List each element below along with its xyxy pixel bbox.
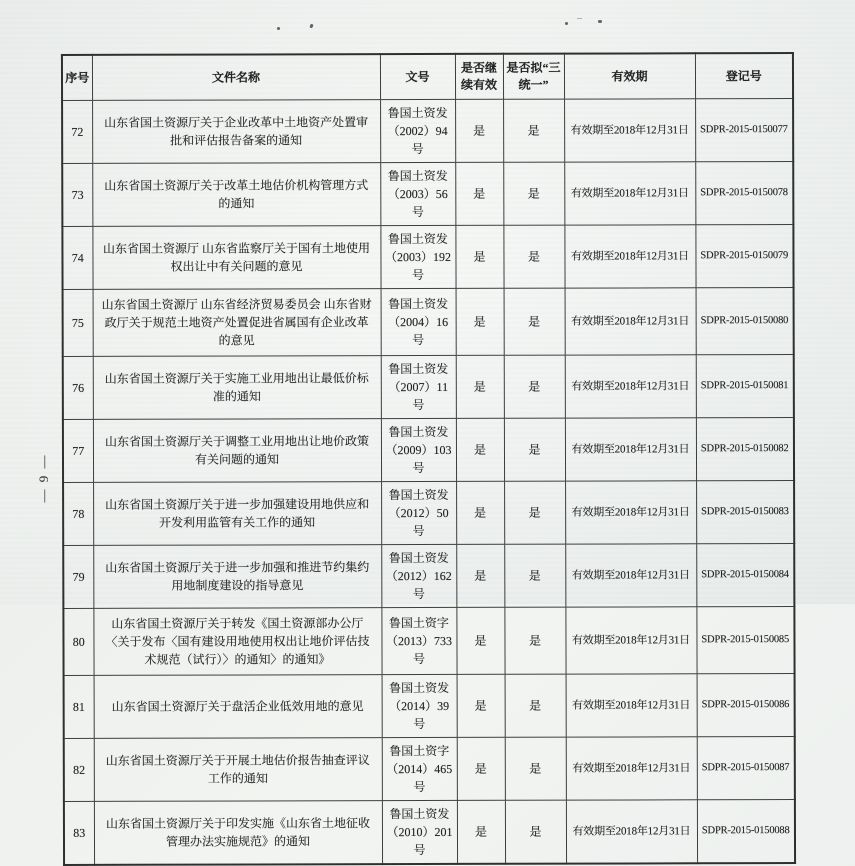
cell-file-name: 山东省国土资源厅关于开展土地估价报告抽查评议工作的通知 xyxy=(94,738,382,802)
cell-file-name: 山东省国土资源厅关于进一步加强建设用地供应和开发利用监管有关工作的通知 xyxy=(93,482,381,546)
cell-doc-number: 鲁国土资发（2012）50号 xyxy=(381,481,456,544)
table-row xyxy=(63,607,794,676)
table-row xyxy=(63,355,794,420)
cell-validity-period: 有效期至2018年12月31日 xyxy=(564,162,695,225)
cell-registration-number: SDPR-2015-0150084 xyxy=(696,544,794,607)
cell-file-name: 山东省国土资源厅关于实施工业用地出让最低价标准的通知 xyxy=(93,356,381,420)
cell-three-unify: 是 xyxy=(505,800,566,864)
cell-three-unify: 是 xyxy=(504,418,565,481)
cell-still-valid: 是 xyxy=(455,162,503,225)
cell-file-name: 山东省国土资源厅关于调整工业用地出让地价政策有关问题的通知 xyxy=(93,419,381,483)
cell-still-valid: 是 xyxy=(456,355,504,418)
cell-registration-number: SDPR-2015-0150080 xyxy=(696,288,794,355)
cell-three-unify: 是 xyxy=(504,481,565,544)
scan-speck-icon xyxy=(577,18,582,19)
cell-three-unify: 是 xyxy=(503,225,564,288)
cell-serial-number: 75 xyxy=(63,289,93,356)
cell-validity-period: 有效期至2018年12月31日 xyxy=(565,544,696,607)
cell-serial-number: 78 xyxy=(63,482,93,545)
cell-doc-number: 鲁国土资发（2014）39号 xyxy=(382,674,457,737)
cell-serial-number: 79 xyxy=(63,545,93,608)
cell-file-name: 山东省国土资源厅关于转发《国土资源部办公厅〈关于发布〈国有建设用地使用权出让地价评估技术规范（试行）〉的通知〉的通知》 xyxy=(93,608,381,676)
cell-validity-period: 有效期至2018年12月31日 xyxy=(566,674,697,737)
cell-still-valid: 是 xyxy=(456,288,504,355)
cell-registration-number: SDPR-2015-0150086 xyxy=(697,674,795,737)
cell-file-name: 山东省国土资源厅关于印发实施《山东省土地征收管理办法实施规范》的通知 xyxy=(94,801,382,865)
cell-doc-number: 鲁国土资字（2013）733号 xyxy=(381,607,456,674)
cell-validity-period: 有效期至2018年12月31日 xyxy=(566,800,697,864)
cell-still-valid: 是 xyxy=(456,544,504,607)
cell-still-valid: 是 xyxy=(455,99,503,162)
header-serial-number: 序号 xyxy=(62,55,92,101)
cell-doc-number: 鲁国土资发（2012）162号 xyxy=(381,544,456,607)
cell-three-unify: 是 xyxy=(504,355,565,418)
cell-file-name: 山东省国土资源厅 山东省经济贸易委员会 山东省财政厅关于规范土地资产处置促进省属国有企业改革的意见 xyxy=(93,289,381,357)
table-body xyxy=(62,99,795,865)
cell-serial-number: 81 xyxy=(64,675,94,738)
cell-validity-period: 有效期至2018年12月31日 xyxy=(564,99,695,162)
table-row xyxy=(62,225,793,290)
cell-serial-number: 73 xyxy=(62,163,92,226)
cell-three-unify: 是 xyxy=(505,674,566,737)
cell-still-valid: 是 xyxy=(457,674,505,737)
cell-validity-period: 有效期至2018年12月31日 xyxy=(565,607,696,674)
table-header-row xyxy=(62,53,793,100)
cell-validity-period: 有效期至2018年12月31日 xyxy=(565,288,696,355)
table-row xyxy=(63,288,794,357)
cell-file-name: 山东省国土资源厅关于企业改革中土地资产处置审批和评估报告备案的通知 xyxy=(92,100,380,164)
cell-validity-period: 有效期至2018年12月31日 xyxy=(565,355,696,418)
cell-serial-number: 74 xyxy=(62,226,92,289)
table-row xyxy=(63,418,794,483)
table-row xyxy=(64,800,795,865)
cell-still-valid: 是 xyxy=(456,418,504,481)
table-row xyxy=(64,674,795,739)
cell-still-valid: 是 xyxy=(455,225,503,288)
cell-registration-number: SDPR-2015-0150081 xyxy=(696,355,794,418)
cell-registration-number: SDPR-2015-0150083 xyxy=(696,481,794,544)
cell-still-valid: 是 xyxy=(456,481,504,544)
cell-doc-number: 鲁国土资发（2002）94号 xyxy=(380,99,455,162)
cell-doc-number: 鲁国土资发（2003）192号 xyxy=(380,225,455,288)
cell-validity-period: 有效期至2018年12月31日 xyxy=(565,418,696,481)
cell-validity-period: 有效期至2018年12月31日 xyxy=(565,481,696,544)
scan-speck-icon xyxy=(277,27,280,30)
cell-registration-number: SDPR-2015-0150087 xyxy=(697,737,795,800)
table-row xyxy=(64,737,795,802)
cell-serial-number: 77 xyxy=(63,419,93,482)
cell-registration-number: SDPR-2015-0150077 xyxy=(695,99,793,162)
cell-validity-period: 有效期至2018年12月31日 xyxy=(564,225,695,288)
scan-speck-icon xyxy=(598,20,602,23)
header-registration-number: 登记号 xyxy=(695,53,793,99)
cell-three-unify: 是 xyxy=(504,288,565,355)
cell-registration-number: SDPR-2015-0150079 xyxy=(695,225,793,288)
cell-still-valid: 是 xyxy=(457,737,505,800)
cell-still-valid: 是 xyxy=(457,800,505,864)
cell-doc-number: 鲁国土资发（2004）16号 xyxy=(381,288,456,355)
cell-file-name: 山东省国土资源厅关于改革土地估价机构管理方式的通知 xyxy=(92,163,380,227)
cell-file-name: 山东省国土资源厅关于盘活企业低效用地的意见 xyxy=(94,675,382,739)
table-row xyxy=(62,99,793,164)
cell-validity-period: 有效期至2018年12月31日 xyxy=(566,737,697,800)
cell-serial-number: 83 xyxy=(64,801,94,865)
cell-registration-number: SDPR-2015-0150078 xyxy=(695,162,793,225)
scan-speck-icon xyxy=(309,24,313,29)
cell-file-name: 山东省国土资源厅关于进一步加强和推进节约集约用地制度建设的指导意见 xyxy=(93,545,381,609)
cell-registration-number: SDPR-2015-0150085 xyxy=(696,607,794,674)
cell-doc-number: 鲁国土资字（2014）465号 xyxy=(382,737,457,800)
cell-three-unify: 是 xyxy=(505,737,566,800)
cell-file-name: 山东省国土资源厅 山东省监察厅关于国有土地使用权出让中有关问题的意见 xyxy=(92,226,380,290)
page-number: — 9 — xyxy=(36,453,51,503)
cell-doc-number: 鲁国土资发（2003）56号 xyxy=(380,162,455,225)
cell-doc-number: 鲁国土资发（2009）103号 xyxy=(381,418,456,481)
cell-serial-number: 76 xyxy=(63,356,93,419)
header-three-unify: 是否拟“三统一” xyxy=(503,54,564,100)
table-row xyxy=(63,544,794,609)
cell-three-unify: 是 xyxy=(503,99,564,162)
header-file-name: 文件名称 xyxy=(92,54,380,100)
header-validity-period: 有效期 xyxy=(564,53,695,99)
table-row xyxy=(63,481,794,546)
scan-speck-icon xyxy=(565,22,568,25)
document-table xyxy=(61,52,796,866)
cell-registration-number: SDPR-2015-0150082 xyxy=(696,418,794,481)
table-row xyxy=(62,162,793,227)
cell-still-valid: 是 xyxy=(456,607,504,674)
cell-doc-number: 鲁国土资发（2010）201号 xyxy=(382,800,457,864)
cell-serial-number: 72 xyxy=(62,100,92,163)
cell-doc-number: 鲁国土资发（2007）11号 xyxy=(381,355,456,418)
cell-serial-number: 80 xyxy=(63,608,93,675)
header-doc-number: 文号 xyxy=(380,54,455,100)
cell-serial-number: 82 xyxy=(64,738,94,801)
cell-registration-number: SDPR-2015-0150088 xyxy=(697,800,795,864)
cell-three-unify: 是 xyxy=(504,544,565,607)
header-still-valid: 是否继续有效 xyxy=(455,54,503,100)
cell-three-unify: 是 xyxy=(503,162,564,225)
cell-three-unify: 是 xyxy=(504,607,565,674)
